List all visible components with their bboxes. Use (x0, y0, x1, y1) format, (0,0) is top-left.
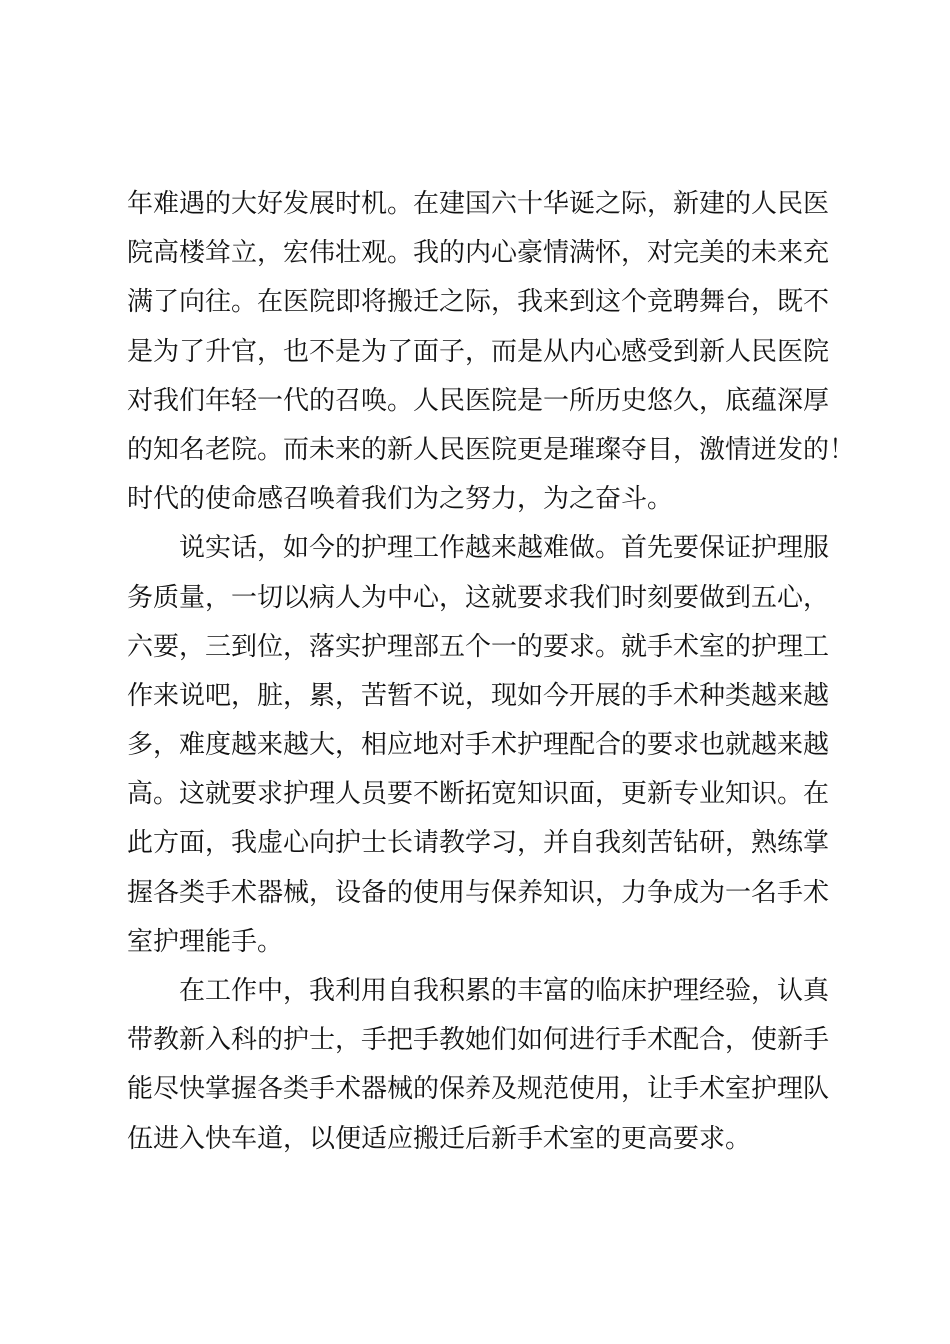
text-line: 务质量，一切以病人为中心，这就要求我们时刻要做到五心， (127, 582, 830, 613)
text-line: 时代的使命感召唤着我们为之努力，为之奋斗。 (127, 484, 674, 515)
text-line-indented: 在工作中，我利用自我积累的丰富的临床护理经验，认真 (179, 976, 830, 1006)
text-line: 是为了升官，也不是为了面子，而是从内心感受到新人民医院 (127, 336, 830, 367)
text-line: 满了向往。在医院即将搬迁之际，我来到这个竞聘舞台，既不 (127, 287, 830, 318)
text-line-indented: 说实话，如今的护理工作越来越难做。首先要保证护理服 (179, 533, 830, 564)
document-body (127, 180, 856, 1164)
text-line: 伍进入快车道，以便适应搬迁后新手术室的更高要求。 (127, 1123, 752, 1154)
text-line: 握各类手术器械，设备的使用与保养知识，力争成为一名手术 (127, 877, 830, 908)
text-line: 高。这就要求护理人员要不断拓宽知识面，更新专业知识。在 (127, 779, 830, 810)
text-line: 多，难度越来越大，相应地对手术护理配合的要求也就越来越 (127, 730, 830, 761)
text-line: 年难遇的大好发展时机。在建国六十华诞之际，新建的人民医 (127, 189, 830, 219)
text-line: 对我们年轻一代的召唤。人民医院是一所历史悠久，底蕴深厚 (127, 385, 830, 416)
text-line: 此方面，我虚心向护士长请教学习，并自我刻苦钻研，熟练掌 (127, 828, 830, 859)
text-line: 六要，三到位，落实护理部五个一的要求。就手术室的护理工 (127, 631, 830, 662)
text-line: 作来说吧，脏，累，苦暂不说，现如今开展的手术种类越来越 (127, 680, 830, 711)
text-line: 带教新入科的护士，手把手教她们如何进行手术配合，使新手 (127, 1025, 830, 1056)
text-line: 能尽快掌握各类手术器械的保养及规范使用，让手术室护理队 (127, 1074, 830, 1105)
paragraph-3 (127, 967, 837, 1164)
paragraph-2 (127, 524, 837, 967)
text-line: 院高楼耸立，宏伟壮观。我的内心豪情满怀，对完美的未来充 (127, 238, 830, 269)
text-line: 的知名老院。而未来的新人民医院更是璀璨夺目，激情迸发的！ (127, 434, 856, 465)
paragraph-1 (127, 180, 856, 524)
text-line: 室护理能手。 (127, 926, 284, 957)
